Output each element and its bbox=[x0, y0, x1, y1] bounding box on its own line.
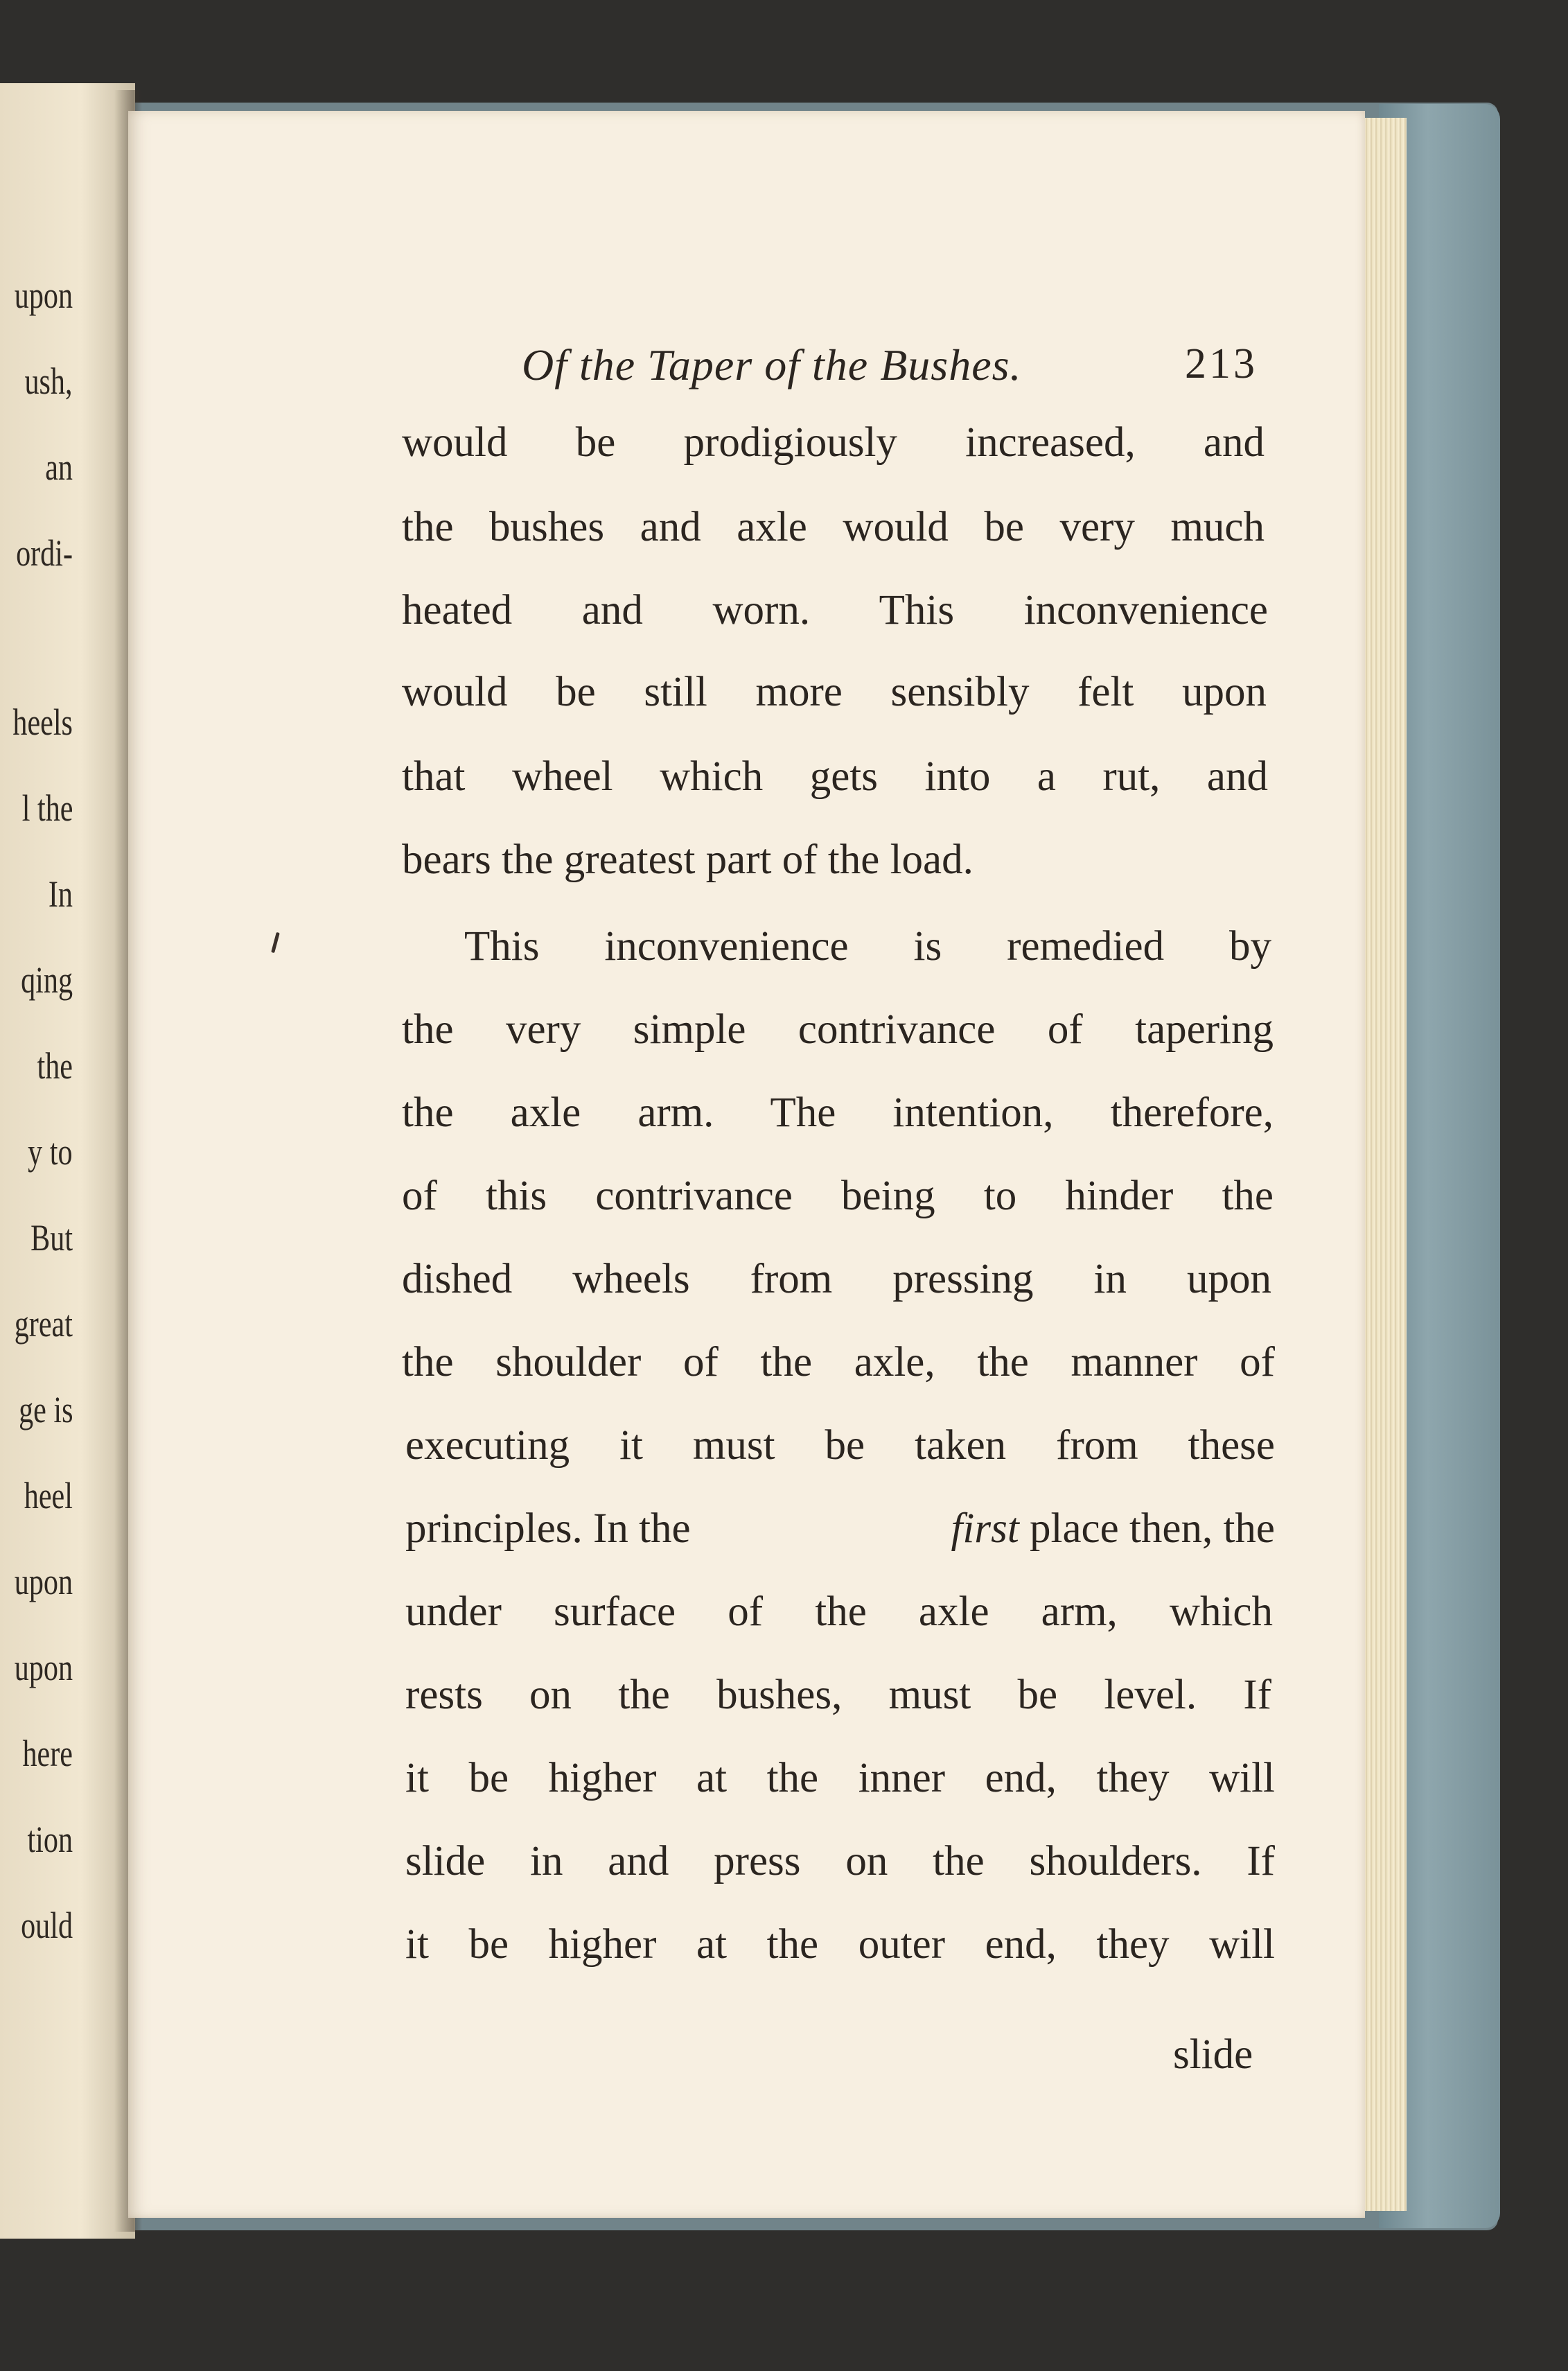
page-edges bbox=[1358, 118, 1407, 2211]
page-number: 213 bbox=[1185, 340, 1258, 387]
left-page-fragment: ush, bbox=[24, 360, 73, 402]
text-line-8: the very simple contrivance of tapering bbox=[402, 1006, 1274, 1053]
left-page-text-column bbox=[0, 274, 111, 2076]
text-line-10: of this contrivance being to hinder the bbox=[402, 1173, 1274, 1219]
left-page-fragment: the bbox=[37, 1045, 73, 1087]
text-line-15: under surface of the axle arm, which bbox=[405, 1589, 1273, 1635]
text-line-17: it be higher at the inner end, they will bbox=[405, 1755, 1275, 1801]
margin-mark bbox=[271, 932, 280, 953]
left-page-fragment: In bbox=[48, 873, 73, 915]
text-line-11: dished wheels from pressing in upon bbox=[402, 1256, 1271, 1302]
text-line-13: executing it must be taken from these bbox=[405, 1422, 1275, 1469]
left-page-fragment: upon bbox=[14, 274, 73, 316]
text-line-18: slide in and press on the shoulders. If bbox=[405, 1838, 1275, 1884]
text-line-3: heated and worn. This inconvenience bbox=[402, 587, 1268, 633]
text-line-4: would be still more sensibly felt upon bbox=[402, 669, 1267, 715]
left-page-fragment: here bbox=[22, 1733, 73, 1774]
left-page-fragment: an bbox=[45, 446, 73, 488]
text-line-14-tail: place then, the bbox=[1030, 1505, 1275, 1552]
left-page-fragment: y to bbox=[28, 1131, 73, 1173]
catchword: slide bbox=[1173, 2031, 1253, 2078]
text-line-12: the shoulder of the axle, the manner of bbox=[402, 1339, 1275, 1385]
left-page-fragment: l the bbox=[21, 787, 73, 829]
left-page-fragment: ge is bbox=[18, 1389, 73, 1431]
text-line-19: it be higher at the outer end, they will bbox=[405, 1921, 1275, 1968]
left-page-fragment: heel bbox=[24, 1475, 73, 1516]
left-page-fragment: tion bbox=[27, 1819, 73, 1860]
left-page-fragment: But bbox=[30, 1217, 73, 1259]
text-line-1: would be prodigiously increased, and bbox=[402, 419, 1265, 466]
left-page-fragment: qing bbox=[21, 959, 73, 1001]
text-line-16: rests on the bushes, must be level. If bbox=[405, 1672, 1271, 1718]
left-page-fragment: upon bbox=[14, 1561, 73, 1602]
text-line-9: the axle arm. The intention, therefore, bbox=[402, 1090, 1274, 1136]
text-line-14-start: principles. In the bbox=[405, 1505, 691, 1552]
text-line-14-end bbox=[951, 1507, 1275, 1550]
text-line-7: This inconvenience is remedied by bbox=[464, 923, 1271, 970]
text-line-5: that wheel which gets into a rut, and bbox=[402, 753, 1268, 800]
text-line-2: the bushes and axle would be very much bbox=[402, 504, 1265, 550]
left-page-fragment: great bbox=[14, 1303, 73, 1345]
left-page-fragment: heels bbox=[12, 701, 73, 743]
emphasis-first: first bbox=[951, 1505, 1019, 1552]
text-line-14 bbox=[405, 1507, 1275, 1550]
left-page-fragment: ould bbox=[21, 1905, 73, 1946]
running-head: Of the Taper of the Bushes. bbox=[522, 340, 1022, 390]
right-page bbox=[128, 111, 1365, 2218]
left-page-fragment: ordi- bbox=[16, 532, 73, 574]
text-line-6: bears the greatest part of the load. bbox=[402, 837, 974, 883]
left-page-fragment: upon bbox=[14, 1647, 73, 1688]
